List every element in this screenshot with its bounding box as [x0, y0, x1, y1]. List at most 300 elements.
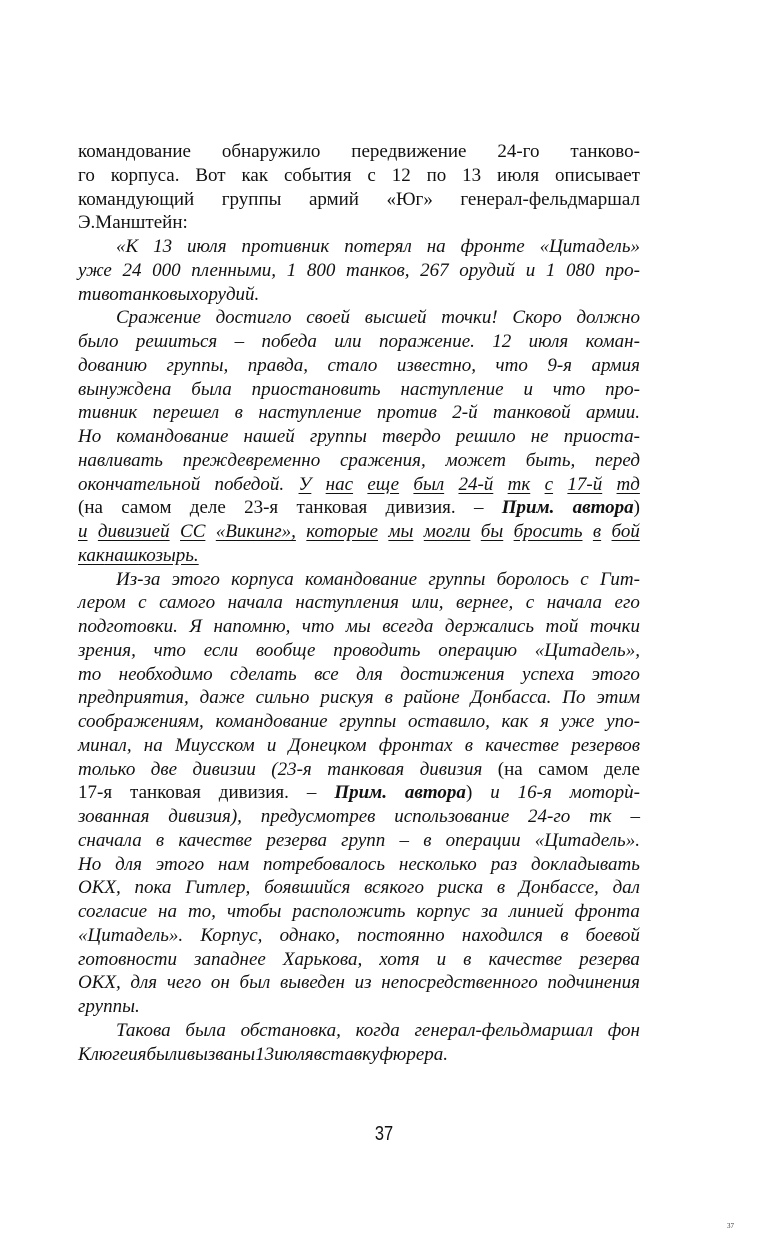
- word: Но: [78, 853, 102, 875]
- word: перед: [594, 449, 640, 471]
- word: еще: [367, 473, 400, 495]
- word: преждевременно: [182, 449, 321, 471]
- text-line: [78, 425, 640, 449]
- word: если: [203, 639, 239, 661]
- word: бросить: [513, 521, 583, 542]
- word: мы: [388, 521, 414, 542]
- word: фюрера.: [379, 1043, 449, 1065]
- text-line: [78, 710, 640, 734]
- word: стало: [327, 354, 378, 376]
- word: из: [354, 972, 372, 994]
- word: танков,: [345, 259, 410, 281]
- word: наш: [104, 544, 139, 566]
- word: «Цитадель»,: [534, 639, 640, 661]
- word: –: [306, 782, 317, 804]
- word: ОКХ,: [78, 972, 121, 994]
- word: не: [530, 426, 549, 447]
- word: автора): [572, 497, 640, 519]
- word: 24-го: [497, 141, 540, 162]
- word: танково-: [570, 141, 640, 162]
- text-line: [78, 948, 640, 972]
- word: наступление: [400, 378, 504, 400]
- text-line: [78, 378, 640, 402]
- word: наступление: [258, 402, 362, 424]
- word: 17-я: [78, 782, 113, 804]
- word: всегда: [382, 616, 434, 637]
- word: и: [436, 948, 447, 970]
- word: подготовки.: [78, 616, 178, 637]
- word: расположить: [292, 901, 406, 922]
- word: постоянно: [357, 924, 445, 946]
- word: армии.: [586, 402, 640, 424]
- word: 080: [565, 259, 595, 281]
- word: танковая: [327, 758, 405, 780]
- word: потребовалось: [263, 853, 385, 875]
- word: Я: [189, 616, 202, 637]
- word: качестве: [485, 734, 559, 756]
- word: передвижение: [351, 141, 467, 162]
- word: как: [501, 711, 529, 732]
- word: он: [210, 972, 230, 994]
- word: риска: [437, 877, 484, 899]
- word: Прим.: [501, 497, 555, 519]
- word: СС: [180, 521, 206, 542]
- word: сначала: [78, 829, 142, 851]
- text-line: [78, 496, 640, 520]
- word: я: [137, 1043, 147, 1065]
- word: противник: [241, 236, 330, 257]
- word: уже: [560, 711, 595, 732]
- word: танковая: [296, 497, 368, 519]
- word: всякого: [364, 877, 424, 899]
- word: самом: [538, 758, 589, 780]
- word: была: [191, 378, 232, 400]
- word: коман-: [585, 331, 640, 352]
- word: достигло: [215, 307, 292, 329]
- word: Клюге: [78, 1043, 129, 1065]
- word: корпуса: [231, 568, 294, 590]
- word: когда: [355, 1019, 400, 1041]
- word: с: [525, 592, 535, 614]
- word: тивник: [78, 402, 138, 424]
- word: боевой: [585, 924, 640, 946]
- word: «Цитадель».: [78, 924, 184, 946]
- word: Корпус,: [200, 924, 263, 946]
- word: июля: [497, 164, 540, 186]
- word: июля: [187, 236, 227, 257]
- word: боролось: [496, 568, 570, 590]
- word: приоста-: [563, 426, 640, 447]
- word: 9-я: [547, 354, 572, 376]
- word: орудий.: [198, 283, 260, 305]
- word: был: [413, 473, 445, 495]
- word: 13: [153, 236, 173, 257]
- word: этого: [591, 663, 640, 685]
- word: У: [298, 473, 312, 495]
- word: и: [78, 521, 88, 542]
- word: Э.: [78, 212, 96, 234]
- text-line: [78, 805, 640, 829]
- word: решиться: [135, 331, 218, 352]
- word: ставку: [321, 1043, 380, 1065]
- word: или,: [411, 592, 444, 614]
- word: командование: [116, 426, 229, 447]
- word: навливать: [78, 449, 163, 471]
- word: за: [480, 901, 498, 922]
- word: несколько: [398, 853, 477, 875]
- word: начала: [227, 592, 283, 614]
- text-line: [78, 568, 640, 592]
- word: в: [496, 877, 506, 899]
- word: чего: [166, 972, 202, 994]
- word: находился: [461, 924, 543, 946]
- text-line: [78, 306, 640, 330]
- word: Гитлер,: [185, 877, 251, 899]
- word: тк: [589, 806, 612, 827]
- word: боявшийся: [264, 877, 351, 899]
- word: могли: [423, 521, 471, 542]
- word: Гит-: [599, 568, 640, 590]
- word: Донбасса.: [470, 687, 552, 709]
- word: –: [234, 331, 245, 352]
- word: корпуса.: [110, 164, 180, 186]
- word: фронте: [460, 236, 525, 257]
- word: качестве: [488, 948, 563, 970]
- word: докладывать: [531, 853, 640, 875]
- word: непосредственного: [381, 972, 538, 994]
- word: танковая: [130, 782, 201, 804]
- word: сражения,: [339, 449, 426, 471]
- word: твердо: [381, 426, 441, 447]
- word: предприятия,: [78, 687, 189, 709]
- word: поражение.: [378, 331, 475, 352]
- word: и: [266, 734, 277, 756]
- text-line: [78, 520, 640, 544]
- word: только: [78, 758, 136, 780]
- word: этого: [155, 853, 205, 875]
- text-line: [78, 473, 640, 497]
- word: дованию: [78, 354, 148, 376]
- word: 000: [152, 259, 181, 281]
- word: с: [544, 473, 554, 495]
- word: как: [78, 544, 105, 566]
- word: резерва: [579, 948, 640, 970]
- text-line: [78, 449, 640, 473]
- word: 23-я: [244, 497, 279, 519]
- text-line: [78, 283, 640, 307]
- word: приостановить: [251, 378, 381, 400]
- word: 1: [545, 259, 556, 281]
- word: своей: [306, 307, 351, 329]
- word: с: [138, 592, 147, 614]
- text-line: [78, 995, 640, 1019]
- word: дал: [612, 877, 640, 899]
- text-line: [78, 663, 640, 687]
- word: групп: [341, 829, 386, 851]
- word: этим: [596, 687, 640, 709]
- word: на: [158, 901, 177, 922]
- word: командование: [215, 711, 328, 732]
- word: его: [614, 592, 640, 614]
- word: все: [314, 663, 339, 685]
- word: по: [426, 164, 447, 186]
- word: в: [463, 948, 472, 970]
- word: и: [523, 378, 533, 400]
- word: для: [130, 972, 158, 994]
- word: деле: [189, 497, 226, 519]
- text-line: [78, 900, 640, 924]
- text-line: [78, 758, 640, 782]
- word: районе: [403, 687, 460, 709]
- word: согласие: [78, 901, 148, 922]
- word: вернее,: [456, 592, 514, 614]
- word: против: [376, 402, 437, 424]
- word: Скоро: [512, 307, 562, 329]
- word: хотя: [379, 948, 420, 970]
- word: которые: [306, 521, 378, 542]
- word: линией: [508, 901, 564, 922]
- word: то,: [187, 901, 216, 922]
- word: дивизия.: [385, 497, 456, 519]
- word: резервов: [571, 734, 640, 756]
- word: моторѝ-: [569, 782, 640, 804]
- text-line: [78, 853, 640, 877]
- word: правда,: [247, 354, 308, 376]
- text-line: [78, 140, 640, 164]
- text-line: [78, 544, 640, 568]
- word: группы,: [166, 354, 229, 376]
- word: самом: [121, 497, 172, 519]
- text-line: [78, 164, 640, 188]
- word: 24-го: [528, 806, 571, 827]
- word: 13: [255, 1043, 275, 1065]
- word: козырь.: [138, 544, 199, 566]
- word: ОКХ,: [78, 877, 121, 899]
- word: наступления: [295, 592, 399, 614]
- word: июля: [274, 1043, 314, 1065]
- word: орудий: [459, 259, 516, 281]
- word: победа: [261, 331, 317, 352]
- word: высшей: [364, 307, 427, 329]
- word: лером: [78, 592, 126, 614]
- word: обнаружило: [221, 141, 321, 162]
- word: «К: [116, 236, 139, 257]
- word: с: [367, 164, 376, 186]
- word: «Викинг»,: [215, 521, 296, 542]
- word: обстановка,: [240, 1019, 341, 1041]
- word: 17-й: [567, 473, 603, 495]
- word: как: [241, 164, 269, 186]
- word: бы: [480, 521, 504, 542]
- word: Донбассе,: [518, 877, 599, 899]
- word: в: [155, 829, 165, 851]
- word: необходимо: [118, 663, 213, 685]
- word: подчинения: [547, 972, 640, 994]
- word: пленными,: [191, 259, 277, 281]
- word: держались: [444, 616, 535, 637]
- word: рискуя: [320, 687, 374, 709]
- word: сильно: [255, 687, 310, 709]
- word: Но: [78, 426, 102, 447]
- word: операцию: [438, 639, 518, 661]
- word: деле: [603, 758, 640, 780]
- word: в: [592, 521, 602, 542]
- word: мы: [345, 616, 371, 637]
- text-line: [78, 971, 640, 995]
- word: события: [283, 164, 352, 186]
- word: Сражение: [116, 307, 201, 329]
- word: –: [630, 806, 640, 827]
- word: в: [464, 734, 474, 756]
- word: вынуждена: [78, 378, 172, 400]
- corner-page-number: 37: [727, 1222, 734, 1230]
- text-line: [78, 781, 640, 805]
- text-line: [78, 591, 640, 615]
- text-line: [78, 188, 640, 212]
- word: 267: [420, 259, 449, 281]
- word: однако,: [279, 924, 340, 946]
- word: то: [78, 663, 102, 685]
- word: 16-я: [517, 782, 552, 804]
- text-line: [78, 330, 640, 354]
- word: было: [78, 331, 119, 352]
- text-line: [78, 829, 640, 853]
- word: или: [334, 331, 362, 352]
- word: Из-за: [116, 568, 161, 590]
- word: быть,: [525, 449, 576, 471]
- word: тк: [507, 473, 531, 495]
- word: тивотанковых: [78, 283, 199, 305]
- word: го: [78, 164, 95, 186]
- text-line: [78, 235, 640, 259]
- word: про-: [605, 259, 640, 281]
- word: группы: [309, 426, 367, 447]
- word: зрения,: [78, 639, 136, 661]
- word: напомню,: [213, 616, 291, 637]
- text-line: [78, 1043, 640, 1067]
- word: (на: [78, 497, 103, 519]
- word: (на: [497, 758, 523, 780]
- word: резерва: [266, 829, 327, 851]
- word: Донецком: [288, 734, 367, 756]
- word: Вот: [195, 164, 226, 186]
- text-line: [78, 876, 640, 900]
- word: 13: [462, 164, 482, 186]
- text-line: [78, 211, 640, 235]
- word: группы.: [78, 996, 140, 1017]
- word: соображениям,: [78, 711, 204, 732]
- word: пока: [134, 877, 172, 899]
- word: дивизия.: [218, 782, 289, 804]
- word: две: [150, 758, 178, 780]
- word: командование: [304, 568, 418, 590]
- word: Харькова,: [282, 948, 363, 970]
- word: готовности: [78, 948, 177, 970]
- body-text: [78, 140, 640, 1066]
- word: потерял: [344, 236, 412, 257]
- word: тд: [616, 473, 640, 495]
- word: 2-й: [452, 402, 478, 424]
- word: перешел: [152, 402, 220, 424]
- word: армий: [308, 188, 359, 210]
- word: «Цитадель».: [534, 829, 640, 851]
- word: 12: [391, 164, 411, 186]
- word: самого: [159, 592, 216, 614]
- word: нашей: [243, 426, 295, 447]
- word: Прим.: [334, 782, 387, 804]
- word: что: [495, 354, 528, 376]
- word: командование: [78, 141, 191, 162]
- text-line: [78, 734, 640, 758]
- word: даже: [199, 687, 245, 709]
- word: дивизии: [192, 758, 256, 780]
- word: оставило,: [407, 711, 490, 732]
- text-line: [78, 1019, 640, 1043]
- word: По: [562, 687, 586, 709]
- word: я: [540, 711, 549, 732]
- word: минал,: [78, 734, 132, 756]
- word: на: [143, 734, 163, 756]
- word: вызваны: [186, 1043, 256, 1065]
- word: проводить: [333, 639, 421, 661]
- word: что: [301, 616, 335, 637]
- word: 12: [492, 331, 512, 352]
- word: «Цитадель»: [539, 236, 640, 257]
- word: была: [185, 1019, 226, 1041]
- word: предусмотрев: [260, 806, 376, 827]
- word: точки!: [441, 307, 498, 329]
- page-number: 37: [374, 1123, 394, 1145]
- word: той: [545, 616, 579, 637]
- word: генерал-фельдмаршал: [460, 188, 640, 210]
- word: чтобы: [226, 901, 282, 922]
- word: решило: [455, 426, 516, 447]
- word: в: [234, 402, 243, 424]
- text-line: [78, 354, 640, 378]
- word: известно,: [396, 354, 477, 376]
- word: и: [525, 259, 536, 281]
- word: (23-я: [271, 758, 312, 780]
- word: группы: [221, 188, 282, 210]
- word: в: [423, 829, 432, 851]
- word: с: [580, 568, 589, 590]
- word: 800: [306, 259, 336, 281]
- word: зованная: [78, 806, 150, 827]
- word: выведен: [279, 972, 345, 994]
- word: Манштейн:: [95, 212, 188, 234]
- text-line: [78, 924, 640, 948]
- word: дивизией: [97, 521, 170, 542]
- word: победой.: [214, 473, 285, 495]
- word: «Юг»: [386, 188, 433, 210]
- word: дивизия),: [168, 806, 242, 827]
- word: генерал-фельдмаршал: [414, 1019, 594, 1041]
- word: для: [115, 853, 142, 875]
- word: в: [384, 687, 393, 709]
- word: автора): [404, 782, 473, 804]
- word: описывает: [555, 164, 640, 186]
- word: –: [473, 497, 484, 519]
- word: в: [313, 1043, 322, 1065]
- word: армия: [591, 354, 640, 376]
- word: были: [146, 1043, 187, 1065]
- word: и: [490, 782, 500, 804]
- word: дивизия: [419, 758, 483, 780]
- word: использование: [394, 806, 510, 827]
- word: сделать: [230, 663, 297, 685]
- word: может: [445, 449, 506, 471]
- word: уже: [78, 259, 112, 281]
